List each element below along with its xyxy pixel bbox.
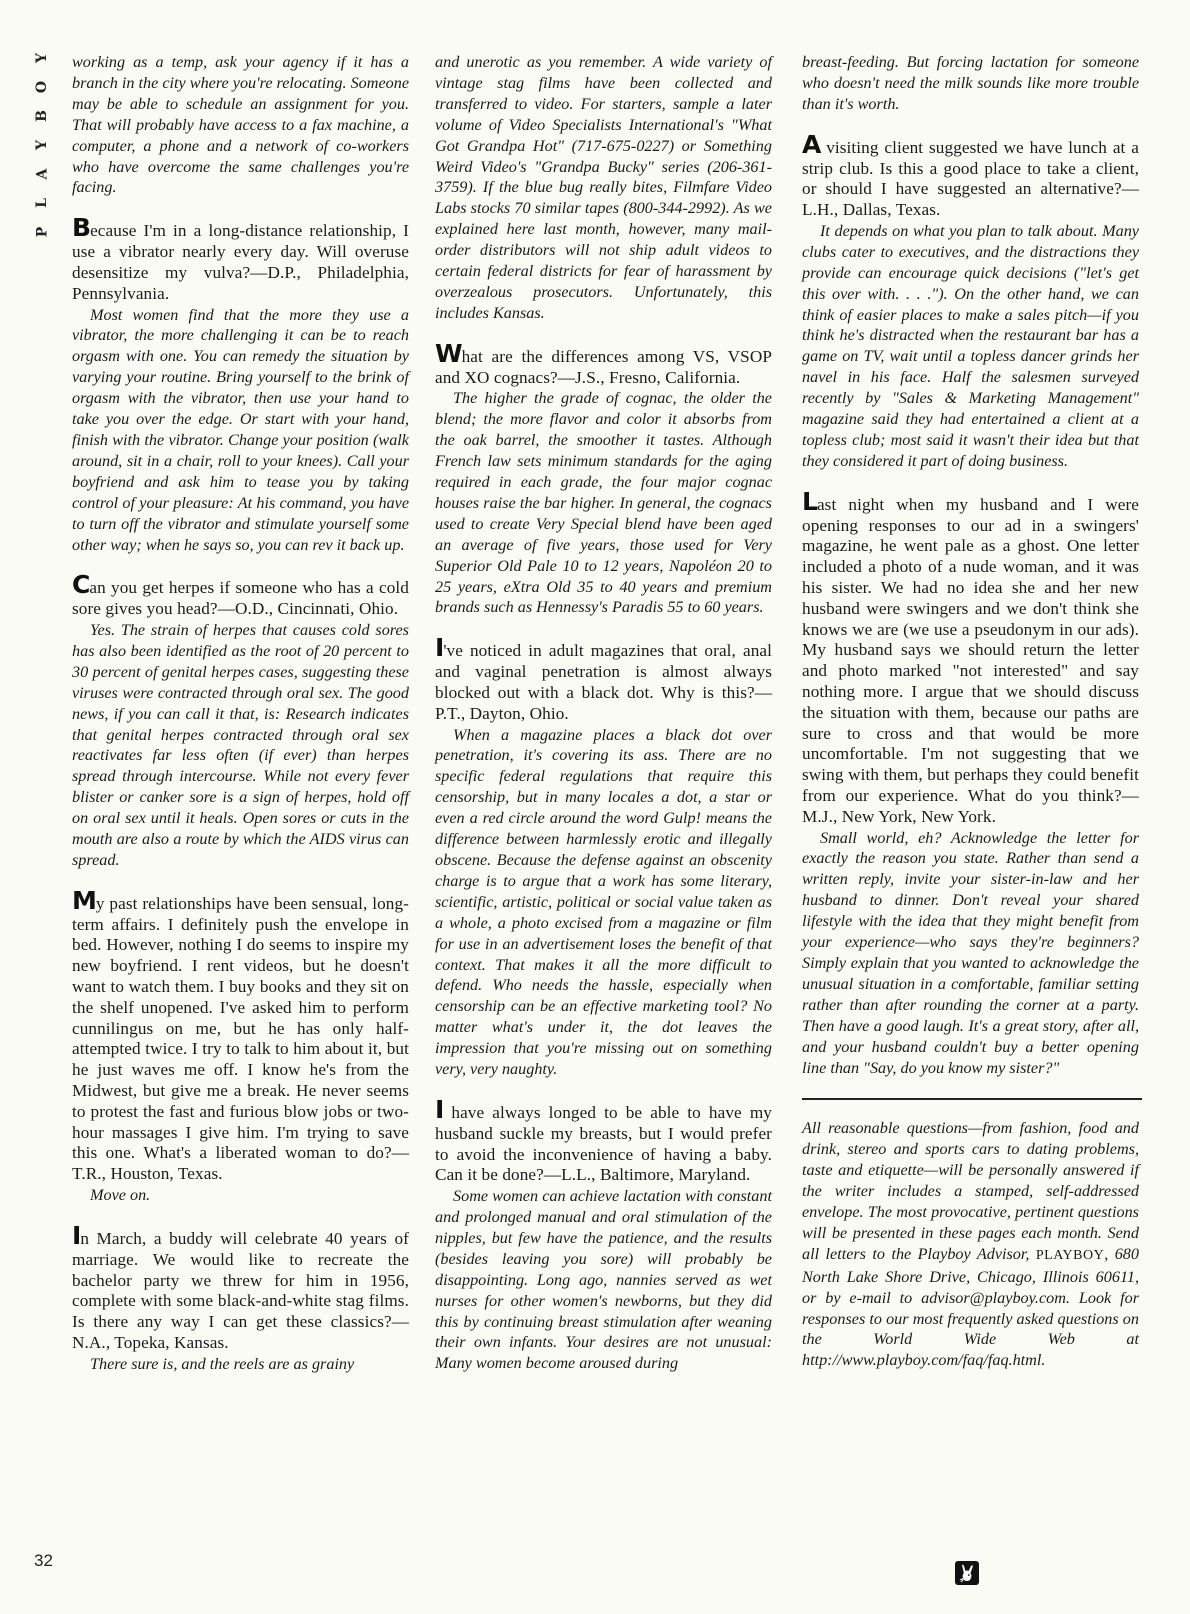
page-number: 32	[34, 1551, 53, 1570]
question-text: visiting client suggested we have lunch at a strip club. Is this a good place to take a client, or should I have suggested an alternative?—L.H., Dallas, Texas.	[802, 137, 1139, 220]
divider-rule	[802, 1098, 1142, 1100]
question-text: 've noticed in adult magazines that oral, anal and vaginal penetration is almost always blocked out with a black dot. Why is this?—P.T., Dayton, Ohio.	[435, 641, 772, 723]
answer: Move on.	[90, 1186, 151, 1205]
question	[72, 213, 409, 304]
masthead-letter: Y	[34, 140, 50, 150]
drop-cap: M	[72, 885, 96, 915]
question	[435, 633, 772, 724]
qa-item	[802, 129, 1139, 472]
masthead-letter: O	[33, 80, 50, 94]
drop-cap: I	[435, 1094, 444, 1124]
column-1	[72, 52, 409, 1395]
qa-item	[802, 486, 1139, 1079]
drop-cap: L	[802, 486, 817, 516]
rabbit-head-icon	[955, 1561, 979, 1585]
answer: It depends on what you plan to talk about. Many clubs cater to executives, and the distractions they provide can encourage quick decisions ("let's get this over with. . . ."). On the other hand, we can think of easier places to make a sales pitch—if you think he's distracted when the restaurant bar has a game on TV, wait until a topless dancer grinds her navel in his face. Half the salesmen surveyed recently by "Sales & Marketing Management" magazine said they had entertained a client at a topless club; most said it wasn't their idea but that they considered it part of doing business.	[802, 221, 1139, 470]
qa-item	[72, 213, 409, 555]
question	[802, 129, 1139, 221]
question-text: an you get herpes if someone who has a cold sore gives you head?—O.D., Cincinnati, Ohio.	[72, 578, 409, 619]
qa-item	[72, 1220, 409, 1375]
column-2	[435, 52, 772, 1394]
question	[72, 885, 409, 1185]
footer-text: All reasonable questions—from fashion, food and drink, stereo and sports cars to dating problems, taste and etiquette—will be personally answered if the writer includes a stamped, self-addressed envelope. The most provocative, pertinent questions will be presented in these pages each month. Send all letters to the Playboy Advisor,	[802, 1119, 1139, 1263]
answer: Yes. The strain of herpes that causes cold sores has also been identified as the root of 20 percent to 30 percent of genital herpes cases, suggesting these viruses were contracted through oral sex. The good news, if you can call it that, is: Research indicates that genital herpes contracted through oral sex reactivates far less often (if ever) than herpes spread through intercourse. While not every fever blister or canker sore is a sign of herpes, hold off on oral sex until it heals. Open sores or cuts in the mouth are also a route by which the AIDS virus can spread.	[72, 621, 409, 869]
answer-continuation: working as a temp, ask your agency if it has a branch in the city where you're relocating. Someone may be able to schedule an assignment for you. That will probably have access to a fax machine, a computer, a phone and a network of co-workers who have overcome the same challenges you're facing.	[72, 53, 410, 197]
masthead-letter: A	[34, 168, 50, 180]
answer: There sure is, and the reels are as grainy	[90, 1354, 355, 1373]
drop-cap: I	[435, 633, 444, 663]
qa-item	[435, 338, 772, 619]
answer: The higher the grade of cognac, the older the blend; the more flavor and color it absorbs from the oak barrel, the smoother it tastes. Although French law sets minimum standards for the aging required in each grade, the four major cognac houses raise the bar higher. In general, the cognacs used to create Very Special blend have been aged an average of five years, those used for Very Superior Old Pale 10 to 12 years, Napoléon 20 to 25 years, eXtra Old 35 to 40 years and premium brands such as Hennessy's Paradis 55 to 60 years.	[435, 389, 772, 617]
question-text: ast night when my husband and I were opening responses to our ad in a swingers' magazine, he went pale as a ghost. One letter included a photo of a nude woman, and it was his sister. We had no idea she and her new husband were swingers and we don't think she knows we are (we use a pseudonym in our ads). My husband says we should return the letter and photo marked "not interested" and say nothing more. I argue that we should discuss the situation with them, because our paths are sure to cross and that would be more uncomfortable. I'm not suggesting that we swing with them, but perhaps they could benefit from our experience. What do you think?—M.J., New York, New York.	[802, 494, 1139, 826]
masthead-letter: B	[34, 110, 50, 122]
drop-cap: B	[72, 213, 91, 243]
question	[435, 338, 772, 389]
question-text: have always longed to be able to have my husband suckle my breasts, but I would prefer to avoid the inconvenience of having a baby. Can it be done?—L.L., Baltimore, Maryland.	[435, 1102, 772, 1185]
answer-continuation: and unerotic as you remember. A wide variety of vintage stag films have been collected and transferred to video. For starters, sample a later volume of Video Specialists International's "What Got Grandpa Hot" (717-675-0227) or Something Weird Video's "Grandpa Bucky" series (206-361-3759). If the blue bug really bites, Filmfare Video Labs stocks 70 similar tapes (800-344-2992). As we explained here last month, however, many mail-order distributors will not ship adult videos to certain federal districts for fear of harassment by overzealous prosecutors. Unfortunately, this includes Kansas.	[435, 53, 772, 322]
answer-continuation: breast-feeding. But forcing lactation for someone who doesn't need the milk sounds like more trouble than it's worth.	[802, 53, 1139, 113]
question-text: ecause I'm in a long-distance relationship, I use a vibrator nearly every day. Will overuse desensitize my vulva?—D.P., Philadelphia, Pennsylvania.	[72, 221, 409, 303]
column-3	[802, 52, 1139, 1371]
answer: Some women can achieve lactation with constant and prolonged manual and oral stimulation of the nipples, but few have the patience, and the results (besides leaving you sore) will probably be disappointing. Long ago, nannies served as wet nurses for other women's newborns, but they did this by continuing breast stimulation after weaning their own infants. Your desires are not unusual: Many women become aroused during	[435, 1187, 772, 1373]
question	[435, 1094, 772, 1186]
masthead-letter: L	[34, 198, 50, 208]
drop-cap: I	[72, 1220, 81, 1250]
question-text: n March, a buddy will celebrate 40 years of marriage. We would like to recreate the bachelor party we threw for him in 1956, complete with some black-and-white stag films. Is there any way I can get these classics?—N.A., Topeka, Kansas.	[72, 1228, 409, 1352]
drop-cap: W	[435, 338, 462, 368]
question-text: hat are the differences among VS, VSOP and XO cognacs?—J.S., Fresno, California.	[435, 346, 772, 387]
answer: Most women find that the more they use a vibrator, the more challenging it can be to reach orgasm with one. You can remedy the situation by varying your routine. Bring yourself to the brink of orgasm with the vibrator, then use your hand to take you over the edge. Or start with your hand, finish with the vibrator. Change your position (walk around, sit in a chair, roll to your knees). Call your boyfriend and ask him to tease you by taking control of your pleasure: At his command, you have to turn off the vibrator and stimulate yourself some other way; when he says so, you can rev it back up.	[72, 305, 409, 554]
question	[802, 486, 1139, 828]
qa-item	[72, 570, 409, 870]
drop-cap: A	[802, 129, 821, 159]
masthead-letter: P	[34, 226, 50, 238]
question	[72, 1220, 409, 1354]
qa-item	[435, 1094, 772, 1374]
answer: When a magazine places a black dot over penetration, it's covering its ass. There are no specific federal regulations that require this censorship, but in many locales a dot, a star or even a red circle around the word Gulp! means the difference between harmlessly erotic and illegally obscene. Because the defense against an obscenity charge is to argue that a work has some literary, scientific, artistic, political or social value taken as a whole, a photo excised from a magazine or film for use in an advertisement loses the benefit of that context. That makes it all the more difficult to defend. Who needs the hassle, especially when censorship can be an effective marketing tool? No matter what's under it, the dot leaves the impression that you're missing out on something very, very naughty.	[435, 725, 772, 1079]
masthead-letter: Y	[34, 53, 50, 63]
footer-brand: PLAYBOY	[1035, 1247, 1105, 1263]
answer: Small world, eh? Acknowledge the letter for exactly the reason you state. Rather than send a written reply, invite your sister-in-law and her husband to dinner. Don't reveal your shared lifestyle with the idea that they might benefit from your experience—who says they're beginners? Simply explain that you wanted to acknowledge the unusual situation in a comfortable, familiar setting rather than after rounding the corner at a party. Then have a good laugh. It's a great story, after all, and your husband couldn't buy a better opening line than "Say, do you know my sister?"	[802, 828, 1139, 1077]
masthead-vertical	[31, 50, 53, 240]
question	[72, 570, 409, 620]
drop-cap: C	[72, 570, 90, 600]
qa-item	[72, 885, 409, 1206]
submission-footer	[802, 1118, 1139, 1371]
question-text: y past relationships have been sensual, long-term affairs. I definitely push the envelope in bed. However, nothing I do seems to inspire my new boyfriend. I rent videos, but he doesn't want to watch them. I buy books and they sit on the shelf unopened. I've asked him to perform cunnilingus on me, but he has only half-attempted twice. I try to talk to him about it, but he just waves me off. I know he's from the Midwest, but give me a break. He never seems to protest the fast and furious blow jobs or two-hour massages I give him. I'm trying to save this one. What's a liberated woman to do?—T.R., Houston, Texas.	[72, 893, 409, 1184]
footer-text: , 680 North Lake Shore Drive, Chicago, Illinois 60611, or by e-mail to advisor@playboy.com. Look for responses to our most frequently asked questions on the World Wide Web at http://www.playboy.com/faq/faq.html.	[802, 1244, 1139, 1370]
qa-item	[435, 633, 772, 1080]
